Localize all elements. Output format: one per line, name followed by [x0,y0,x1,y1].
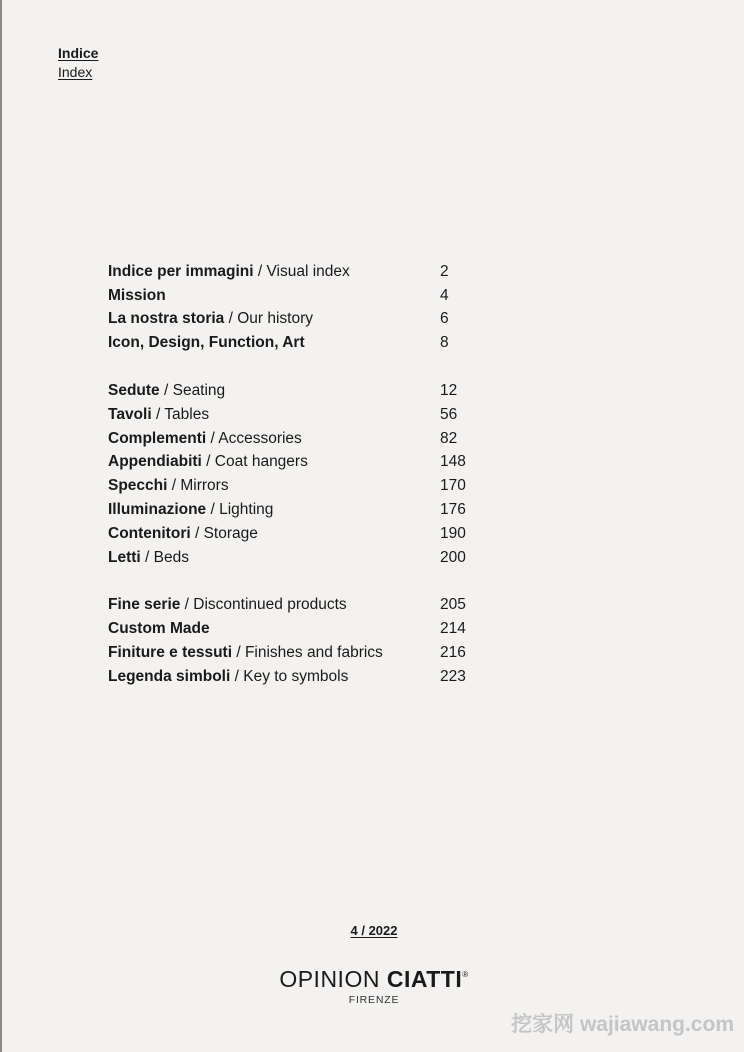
toc-entry[interactable] [108,451,508,475]
toc-entry-title-italian: Finiture e tessuti [108,644,233,662]
toc-entry-label [108,644,440,662]
toc-entry-title-english: / Visual index [253,262,350,280]
toc-entry-label [108,477,440,495]
toc-entry-title-english: / Finishes and fabrics [232,644,383,662]
brand-name [2,966,744,993]
toc-entry-title-italian: Contenitori [108,524,191,542]
edition-label [2,923,744,938]
toc-entry-label [108,334,440,352]
toc-group [108,379,508,569]
toc-entry-title-italian: Legenda simboli [108,667,231,685]
toc-entry-title-english: / Accessories [206,429,302,447]
toc-entry[interactable] [108,427,508,451]
toc-entry-page-number: 176 [440,501,466,519]
toc-entry-page-number: 56 [440,405,458,423]
toc-entry-label [108,310,440,328]
toc-entry[interactable] [108,403,508,427]
toc-entry-page-number: 223 [440,667,466,685]
toc-entry[interactable] [108,331,508,355]
toc-entry-page-number: 2 [440,262,449,280]
toc-entry-page-number: 4 [440,286,449,304]
index-title-english[interactable]: Index [58,64,93,80]
toc-entry-title-english: / Our history [224,310,313,328]
index-header [58,44,98,82]
toc-entry-label [108,382,440,400]
toc-entry-page-number: 148 [440,453,466,471]
toc-entry-title-italian: Illuminazione [108,501,207,519]
toc-entry-title-english: / Key to symbols [230,667,349,685]
toc-entry[interactable] [108,522,508,546]
toc-entry-title-english: / Lighting [206,501,274,519]
toc-entry-label [108,668,440,686]
brand-logo [2,966,744,1006]
table-of-contents [108,260,508,713]
toc-entry-title-italian: Indice per immagini [108,262,254,280]
brand-city: FIRENZE [348,994,400,1006]
toc-entry[interactable] [108,617,508,641]
index-title-italian[interactable]: Indice [58,45,99,61]
toc-entry-label [108,620,440,638]
watermark: 挖家网 wajiawang.com [511,1013,734,1036]
toc-entry-label [108,501,440,519]
toc-entry-title-italian: Appendiabiti [108,453,202,471]
brand-name-light: OPINION [279,966,380,992]
toc-entry-page-number: 170 [440,477,466,495]
toc-entry-page-number: 216 [440,644,466,662]
toc-entry-label [108,406,440,424]
toc-entry-label [108,430,440,448]
toc-entry-label [108,453,440,471]
toc-entry[interactable] [108,546,508,570]
toc-entry-label [108,596,440,614]
toc-entry[interactable] [108,665,508,689]
toc-entry-title-italian: Sedute [108,382,160,400]
toc-entry-label [108,263,440,281]
toc-entry-title-english: / Coat hangers [201,453,308,471]
toc-entry-page-number: 205 [440,596,466,614]
registered-mark: ® [462,970,469,979]
toc-entry-label [108,549,440,567]
toc-entry-label [108,525,440,543]
toc-entry-title-english: / Mirrors [167,477,229,495]
toc-entry-page-number: 8 [440,334,449,352]
brand-name-bold: CIATTI [386,966,463,992]
toc-entry-title-italian: Fine serie [108,596,181,614]
toc-entry-title-english: / Tables [151,405,210,423]
edition-link[interactable]: 4 / 2022 [350,923,398,938]
toc-entry-title-italian: Icon, Design, Function, Art [108,334,305,352]
toc-entry[interactable] [108,641,508,665]
toc-entry-page-number: 200 [440,548,466,566]
toc-entry[interactable] [108,260,508,284]
toc-entry-title-italian: Mission [108,286,166,304]
toc-entry-title-english: / Seating [159,382,226,400]
toc-entry-title-english: / Beds [140,548,189,566]
toc-entry-title-italian: Letti [108,548,141,566]
toc-entry-title-italian: Specchi [108,477,168,495]
toc-entry-title-italian: La nostra storia [108,310,225,328]
toc-entry[interactable] [108,474,508,498]
toc-entry[interactable] [108,594,508,618]
toc-entry[interactable] [108,308,508,332]
toc-entry-page-number: 214 [440,620,466,638]
toc-entry-title-italian: Tavoli [108,405,152,423]
toc-entry-title-italian: Custom Made [108,620,210,638]
toc-entry[interactable] [108,379,508,403]
toc-entry-title-italian: Complementi [108,429,207,447]
toc-entry[interactable] [108,498,508,522]
toc-group [108,594,508,689]
toc-entry-page-number: 12 [440,382,458,400]
toc-group [108,260,508,355]
toc-entry-page-number: 6 [440,310,449,328]
toc-entry-label [108,287,440,305]
toc-entry-page-number: 82 [440,429,458,447]
toc-entry-title-english: / Discontinued products [180,596,347,614]
toc-entry[interactable] [108,284,508,308]
toc-entry-page-number: 190 [440,524,466,542]
toc-entry-title-english: / Storage [190,524,258,542]
